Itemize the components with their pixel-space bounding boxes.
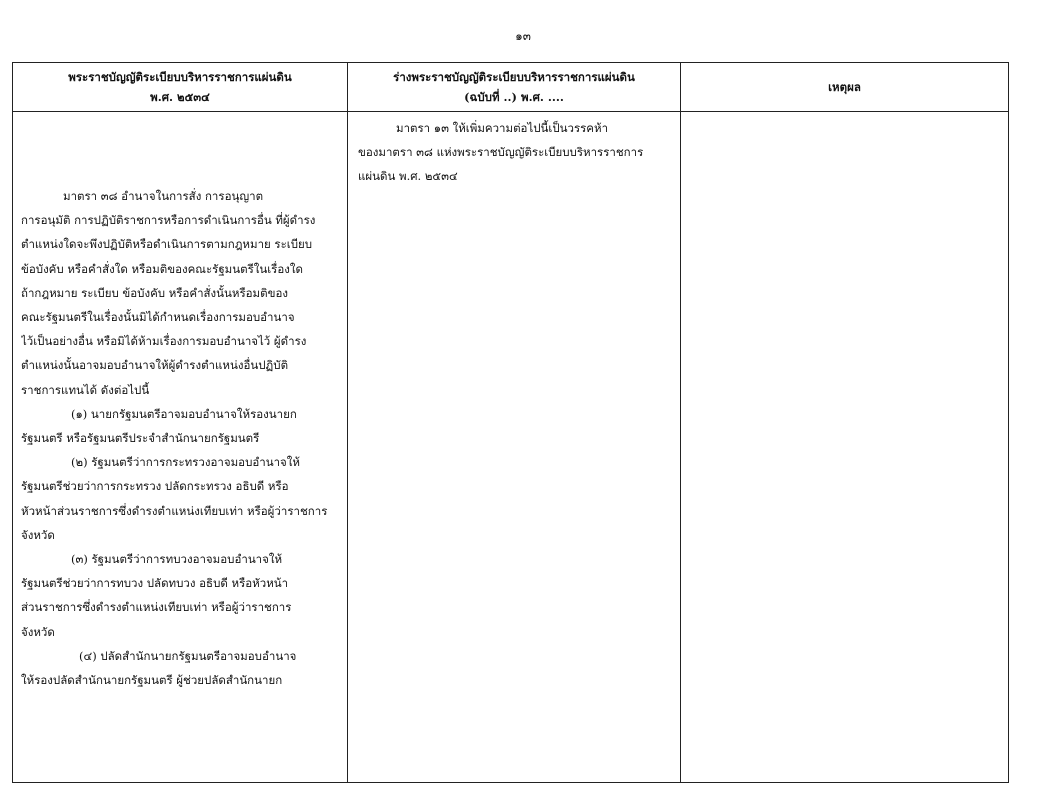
current-act-line: ให้รองปลัดสำนักนายกรัฐมนตรี ผู้ช่วยปลัดสำนักนายก xyxy=(21,673,283,688)
draft-act-line: มาตรา ๑๓ ให้เพิ่มความต่อไปนี้เป็นวรรคห้า xyxy=(396,121,609,135)
current-act-line: ตำแหน่งนั้นอาจมอบอำนาจให้ผู้ดำรงตำแหน่งอื่นปฏิบัติ xyxy=(21,358,289,373)
current-act-line: ส่วนราชการซึ่งดำรงตำแหน่งเทียบเท่า หรือผู้ว่าราชการ xyxy=(21,600,292,615)
header-draft-act xyxy=(348,63,681,112)
current-act-line: รัฐมนตรี หรือรัฐมนตรีประจำสำนักนายกรัฐมนตรี xyxy=(21,431,260,446)
header-current-act-year: พ.ศ. ๒๕๓๔ xyxy=(150,90,210,104)
reasons-cell xyxy=(681,112,1009,783)
current-act-line: ไว้เป็นอย่างอื่น หรือมิได้ห้ามเรื่องการมอบอำนาจไว้ ผู้ดำรง xyxy=(21,334,307,349)
current-act-line: จังหวัด xyxy=(21,527,55,542)
draft-act-line: แผ่นดิน พ.ศ. ๒๕๓๔ xyxy=(358,169,458,184)
current-act-line: หัวหน้าส่วนราชการซึ่งดำรงตำแหน่งเทียบเท่า หรือผู้ว่าราชการ xyxy=(21,503,328,518)
draft-act-line: ของมาตรา ๓๘ แห่งพระราชบัญญัติระเบียบบริหารราชการ xyxy=(358,145,644,160)
header-current-act xyxy=(13,63,348,112)
current-act-line: คณะรัฐมนตรีในเรื่องนั้นมิได้กำหนดเรื่องการมอบอำนาจ xyxy=(21,310,295,325)
header-reasons xyxy=(681,63,1009,112)
current-act-line: (๔) ปลัดสำนักนายกรัฐมนตรีอาจมอบอำนาจ xyxy=(79,648,297,663)
current-act-line: การอนุมัติ การปฏิบัติราชการหรือการดำเนินการอื่น ที่ผู้ดำรง xyxy=(21,213,316,228)
current-act-line: รัฐมนตรีช่วยว่าการกระทรวง ปลัดกระทรวง อธิบดี หรือ xyxy=(21,479,289,494)
page-number: ๑๓ xyxy=(515,29,531,43)
header-draft-act-edition: (ฉบับที่ ..) พ.ศ. .... xyxy=(464,90,564,104)
current-act-line: ข้อบังคับ หรือคำสั่งใด หรือมติของคณะรัฐมนตรีในเรื่องใด xyxy=(21,261,303,276)
current-act-line: ตำแหน่งใดจะพึงปฏิบัติหรือดำเนินการตามกฎหมาย ระเบียบ xyxy=(21,237,313,252)
current-act-cell xyxy=(13,112,348,783)
header-current-act-title: พระราชบัญญัติระเบียบบริหารราชการแผ่นดิน xyxy=(68,70,292,84)
header-reasons-title: เหตุผล xyxy=(828,80,861,94)
current-act-line: (๓) รัฐมนตรีว่าการทบวงอาจมอบอำนาจให้ xyxy=(71,552,283,567)
current-act-line: ถ้ากฎหมาย ระเบียบ ข้อบังคับ หรือคำสั่งนั้นหรือมติของ xyxy=(21,285,288,300)
current-act-line: (๑) นายกรัฐมนตรีอาจมอบอำนาจให้รองนายก xyxy=(71,406,297,421)
draft-act-cell xyxy=(348,112,681,783)
current-act-line: รัฐมนตรีช่วยว่าการทบวง ปลัดทบวง อธิบดี หรือหัวหน้า xyxy=(21,576,289,591)
current-act-line: (๒) รัฐมนตรีว่าการกระทรวงอาจมอบอำนาจให้ xyxy=(71,455,300,470)
current-act-line: จังหวัด xyxy=(21,624,55,639)
table-body-row xyxy=(13,112,1009,783)
current-act-line: ราชการแทนได้ ดังต่อไปนี้ xyxy=(21,382,150,397)
table-header-row xyxy=(13,63,1009,112)
header-draft-act-title: ร่างพระราชบัญญัติระเบียบบริหารราชการแผ่นดิน xyxy=(393,70,635,84)
comparison-table xyxy=(12,62,1009,783)
current-act-line: มาตรา ๓๘ อำนาจในการสั่ง การอนุญาต xyxy=(63,189,264,203)
